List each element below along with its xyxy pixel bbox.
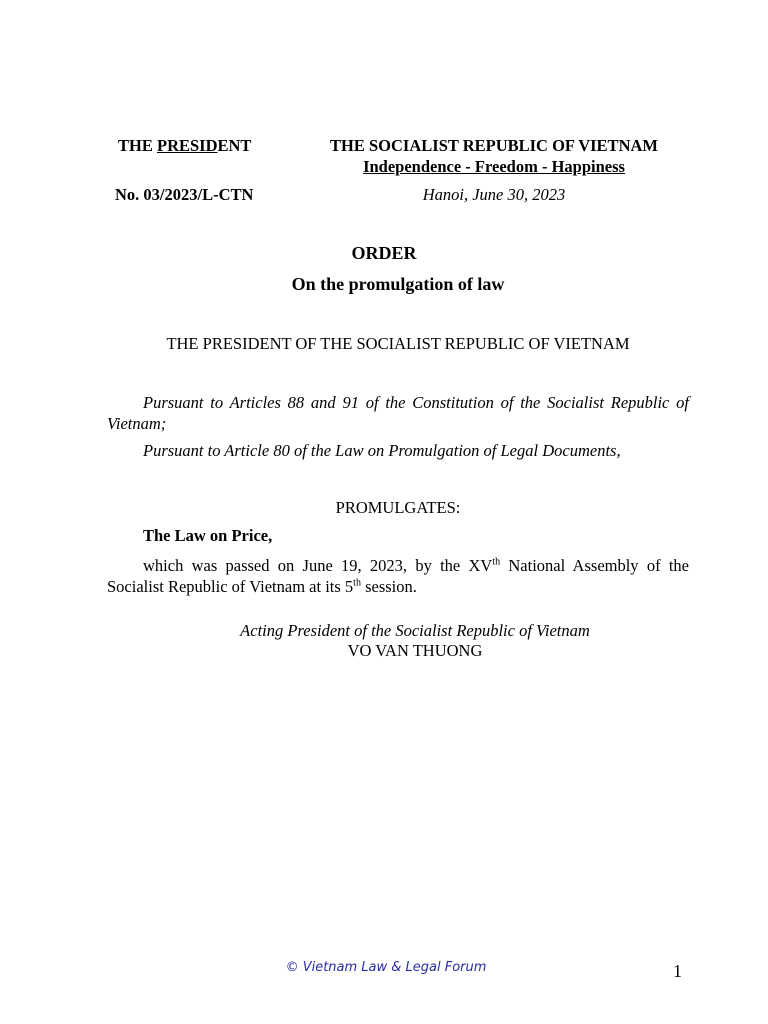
copyright-footer: © Vietnam Law & Legal Forum xyxy=(285,960,487,975)
authority-heading: THE PRESIDENT OF THE SOCIALIST REPUBLIC OF VIETNAM xyxy=(166,334,630,353)
document-number: No. 03/2023/L-CTN xyxy=(115,185,254,204)
issuing-authority: THE PRESIDENT xyxy=(118,136,252,155)
signer-title: Acting President of the Socialist Republic of Vietnam xyxy=(240,621,590,640)
document-subject: On the promulgation of law xyxy=(291,274,505,294)
page-number: 1 xyxy=(673,961,682,981)
legal-basis-1: Pursuant to Articles 88 and 91 of the Constitution of the Socialist Republic of Vietnam; xyxy=(107,393,689,433)
document-type: ORDER xyxy=(351,243,417,263)
legal-basis-2: Pursuant to Article 80 of the Law on Promulgation of Legal Documents, xyxy=(143,441,621,460)
national-motto: Independence - Freedom - Happiness xyxy=(363,157,625,176)
place-and-date: Hanoi, June 30, 2023 xyxy=(422,185,566,204)
signer-name: VO VAN THUONG xyxy=(347,641,483,660)
nation-name: THE SOCIALIST REPUBLIC OF VIETNAM xyxy=(330,136,658,155)
passage-statement: which was passed on June 19, 2023, by the XVth National Assembly of the Socialist Republic of Vietnam at its 5th session. xyxy=(107,556,689,596)
law-name: The Law on Price, xyxy=(143,526,273,545)
promulgates-heading: PROMULGATES: xyxy=(335,498,461,517)
